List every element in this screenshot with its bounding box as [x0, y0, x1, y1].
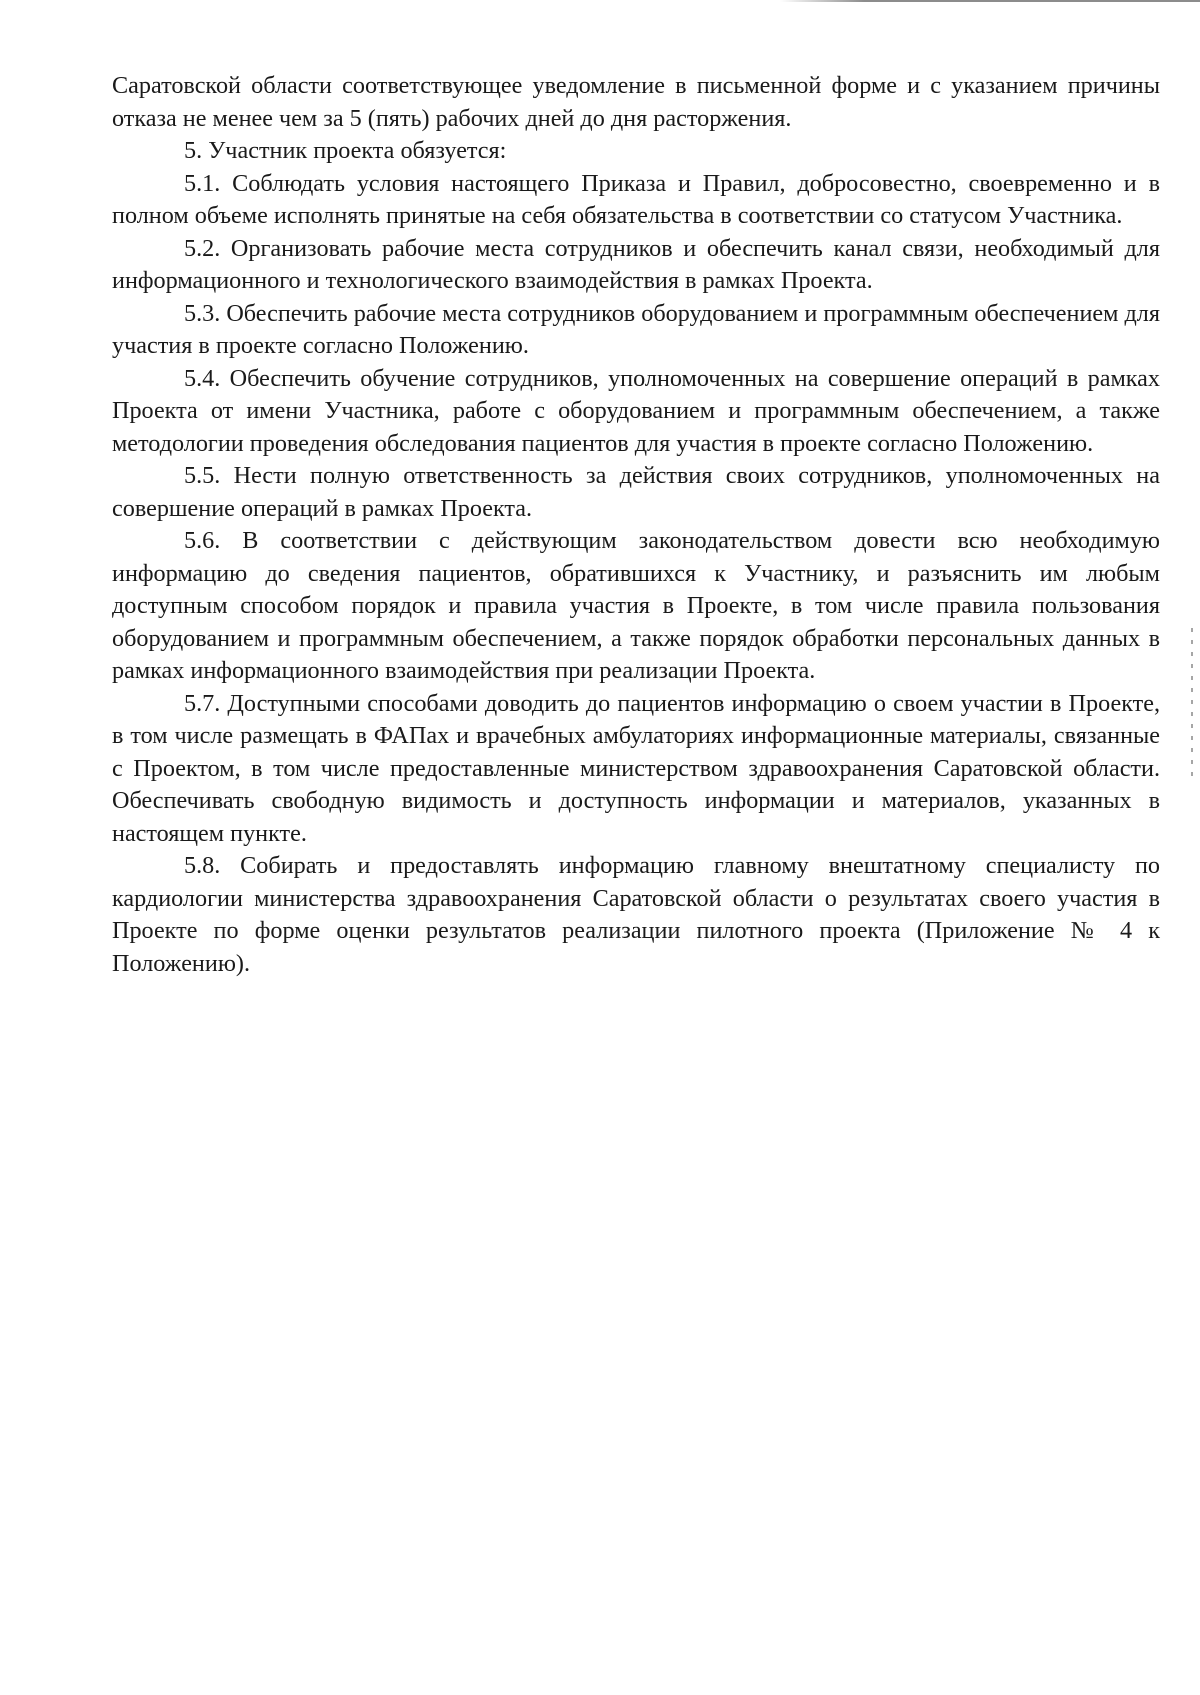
- paragraph-5-6: 5.6. В соответствии с действующим законодательством довести всю необходимую информацию до сведения пациентов, обратившихся к Участнику, и разъяснить им любым доступным способом порядок и правила участия в Проекте, в том числе правила пользования оборудованием и программным обеспечением, а также порядок обработки персональных данных в рамках информационного взаимодействия при реализации Проекта.: [112, 527, 1160, 684]
- paragraph-5-5: 5.5. Нести полную ответственность за действия своих сотрудников, уполномоченных на совершение операций в рамках Проекта.: [112, 462, 1160, 522]
- paragraph-5-3: 5.3. Обеспечить рабочие места сотрудников оборудованием и программным обеспечением для участия в проекте согласно Положению.: [112, 299, 1160, 359]
- paragraph-5-4: 5.4. Обеспечить обучение сотрудников, уполномоченных на совершение операций в рамках Проекта от имени Участника, работе с оборудованием и программным обеспечением, а также методологии проведения обследования пациентов для участия в проекте согласно Положению.: [112, 364, 1160, 457]
- paragraph-5-7: 5.7. Доступными способами доводить до пациентов информацию о своем участии в Проекте, в том числе размещать в ФАПах и врачебных амбулаториях информационные материалы, связанные с Проектом, в том числе предоставленные министерством здравоохранения Саратовской области. Обеспечивать свободную видимость и доступность информации и материалов, указанных в настоящем пункте.: [112, 689, 1160, 847]
- paragraph-5-8: 5.8. Собирать и предоставлять информацию главному внештатному специалисту по кардиологии министерства здравоохранения Саратовской области о результатах своего участия в Проекте по форме оценки результатов реализации пилотного проекта (Приложение № 4 к Положению).: [112, 852, 1160, 977]
- paragraph-5-2: 5.2. Организовать рабочие места сотрудников и обеспечить канал связи, необходимый для информационного и технологического взаимодействия в рамках Проекта.: [112, 234, 1160, 294]
- paragraph-section-5: 5. Участник проекта обязуется:: [184, 137, 507, 164]
- scan-edge-mark: [780, 0, 1200, 2]
- paragraph-continuation: Саратовской области соответствующее уведомление в письменной форме и с указанием причины отказа не менее чем за 5 (пять) рабочих дней до дня расторжения.: [112, 72, 1160, 132]
- paragraph-5-1: 5.1. Соблюдать условия настоящего Приказа и Правил, добросовестно, своевременно и в полном объеме исполнять принятые на себя обязательства в соответствии со статусом Участника.: [112, 169, 1160, 229]
- scan-margin-mark: [1191, 628, 1193, 778]
- document-body: [112, 70, 1160, 980]
